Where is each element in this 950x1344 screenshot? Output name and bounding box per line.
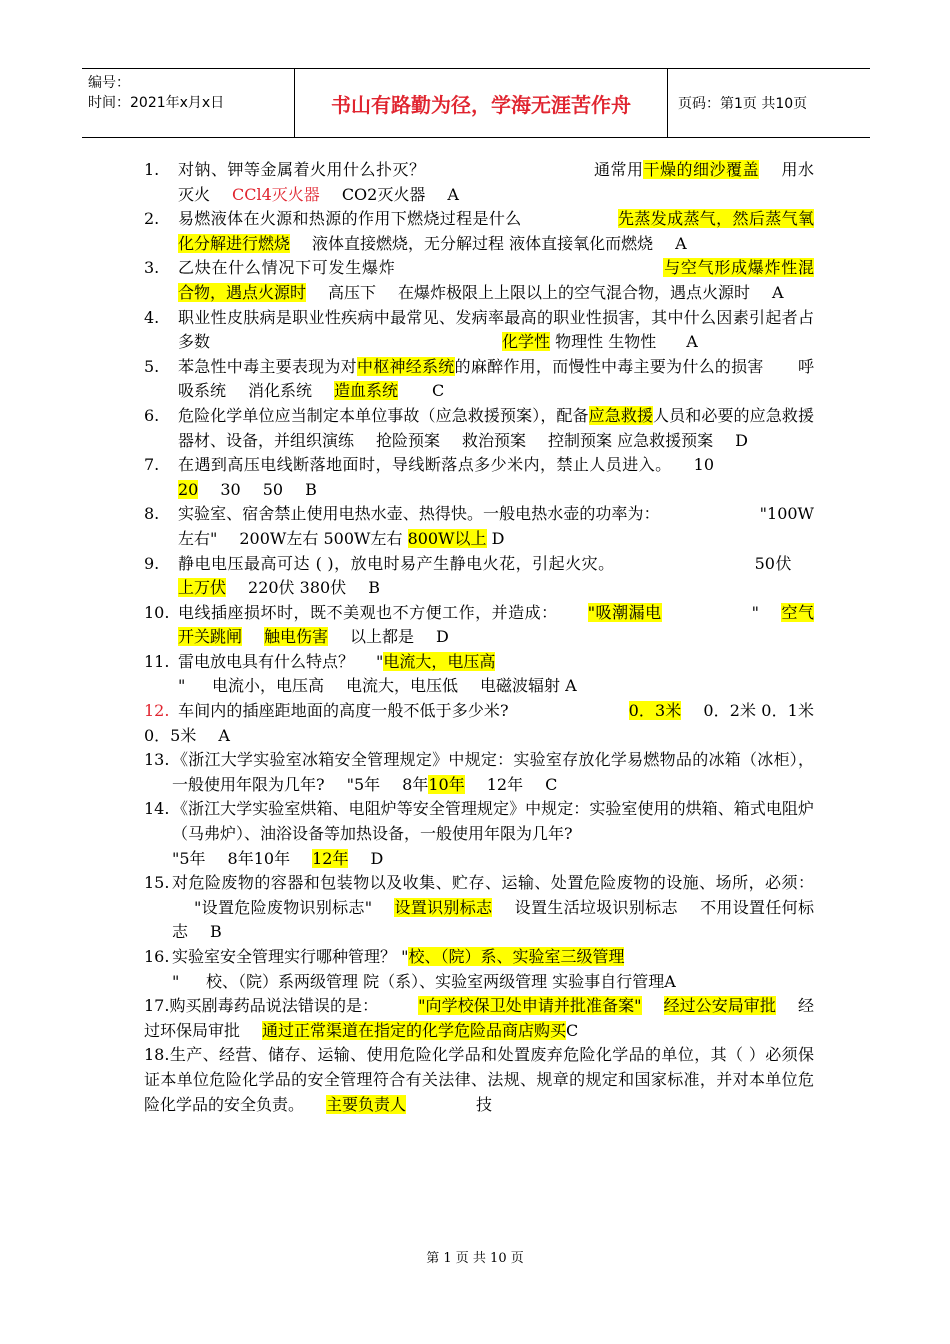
answer-highlight: 校、（院）系、实验室三级管理 (408, 947, 625, 966)
question-11: 11. 雷电放电具有什么特点？ "电流大，电压高 " 电流小，电压高 电流大，电压低 电磁波辐射 A (144, 651, 577, 696)
answer-highlight: 应急救援 (588, 405, 654, 425)
answer-highlight: 10年 (428, 774, 465, 794)
question-16: 16. 实验室安全管理实行哪种管理？ "校、（院）系、实验室三级管理 " 校、（院）系两级管理 院（系）、实验室两级管理 实验事自行管理A (144, 947, 676, 991)
answer-highlight: 设置识别标志 (394, 897, 493, 917)
question-number: 1. (144, 160, 160, 179)
answer-highlight: 800W以上 (407, 528, 487, 548)
answer-highlight: 先蒸发成蒸气，然后蒸气氧化分解进行燃烧 (178, 209, 814, 253)
question-7: 7. 在遇到高压电线断落地面时，导线断落点多少米内，禁止人员进入。 1020 30 50 B (144, 455, 714, 499)
answer-highlight: 与空气形成爆炸性混合物，遇点火源时 (178, 258, 814, 302)
answer-highlight: 干燥的细沙覆盖 (643, 160, 759, 179)
question-10: 10. 电线插座损坏时，既不美观也不方便工作，并造成： "吸潮漏电 " 空气开关跳闸 触电伤害 以上都是 D (144, 602, 814, 647)
question-3: 3. 乙炔在什么情况下可发生爆炸 与空气形成爆炸性混合物，遇点火源时 高压下 在爆炸极限上上限以上的空气混合物，遇点火源时 A (144, 258, 814, 302)
question-18: 18.生产、经营、储存、运输、使用危险化学品和处置废弃危险化学品的单位，其（ ）必须保证本单位危险化学品的安全管理符合有关法律、法规、规章的规定和国家标准，并对本单位危险化学品的安全负责。 主要负责人 技 (144, 1045, 814, 1114)
question-5: 5. 苯急性中毒主要表现为对中枢神经系统的麻醉作用，而慢性中毒主要为什么的损害 呼吸系统 消化系统 造血系统 C (144, 356, 814, 401)
time-label: 时间：2021年x月x日 (88, 95, 225, 111)
page-footer: 第 1 页 共 10 页 (426, 1251, 524, 1266)
question-6: 6. 危险化学单位应当制定本单位事故（应急救援预案），配备应急救援人员和必要的应急救援器材、设备，并组织演练 抢险预案 救治预案 控制预案 应急救援预案 D (144, 405, 814, 450)
answer-highlight: 电流大，电压高 (383, 651, 496, 671)
question-2: 2. 易燃液体在火源和热源的作用下燃烧过程是什么 先蒸发成蒸气，然后蒸气氧化分解进行燃烧 液体直接燃烧，无分解过程 液体直接氧化而燃烧 A (144, 209, 814, 253)
question-list (144, 158, 814, 1117)
answer-highlight: 造血系统 (334, 381, 399, 401)
question-14: 14. 《浙江大学实验室烘箱、电阻炉等安全管理规定》中规定：实验室使用的烘箱、箱式电阻炉（马弗炉）、油浴设备等加热设备，一般使用年限为几年? "5年 8年10年 12年 D (144, 799, 814, 868)
question-12: 12. 车间内的插座距地面的高度一般不低于多少米? 0．3米 0．2米 0．1米 0．5米 A (144, 701, 814, 745)
question-17: 17.购买剧毒药品说法错误的是： "向学校保卫处申请并批准备案" 经过公安局审批 经过环保局审批 通过正常渠道在指定的化学危险品商店购买C (144, 996, 814, 1040)
answer-highlight: 0．3米 (628, 701, 682, 721)
code-label: 编号： (88, 75, 130, 91)
answer-highlight: "吸潮漏电 (587, 602, 662, 622)
header-motto: 书山有路勤为径，学海无涯苦作舟 (295, 69, 668, 137)
answer-highlight: 触电伤害 (264, 627, 329, 647)
question-9: 9. 静电电压最高可达 ( )，放电时易产生静电火花，引起火灾。 50伏上万伏 220伏 380伏 B (144, 553, 792, 598)
question-15: 15. 对危险废物的容器和包装物以及收集、贮存、运输、处置危险废物的设施、场所，必须："设置危险废物识别标志" 设置识别标志 设置生活垃圾识别标志 不用设置任何标志 B (144, 873, 814, 942)
answer-highlight: 20 (178, 479, 199, 499)
answer-highlight: 经过公安局审批 (663, 996, 776, 1016)
header-meta (82, 69, 295, 137)
question-13: 13. 《浙江大学实验室冰箱安全管理规定》中规定：实验室存放化学易燃物品的冰箱（冰柜），一般使用年限为几年? "5年 8年10年 12年 C (144, 750, 814, 794)
answer-highlight: 中枢神经系统 (356, 356, 455, 376)
question-4: 4. 职业性皮肤病是职业性疾病中最常见、发病率最高的职业性损害，其中什么因素引起者占多数 化学性 物理性 生物性 A (144, 307, 814, 352)
red-number: 12. (144, 701, 170, 721)
page-header (82, 68, 870, 138)
answer-highlight: 12年 (312, 848, 349, 868)
answer-highlight: 化学性 (502, 332, 551, 352)
answer-highlight: 主要负责人 (326, 1094, 407, 1114)
answer-highlight: 空气开关跳闸 (178, 602, 814, 647)
answer-highlight: 通过正常渠道在指定的化学危险品商店购买 (262, 1020, 567, 1040)
question-1: 1. 对钠、钾等金属着火用什么扑灭？ 通常用干燥的细沙覆盖 用水灭火 CCl4灭火器 CO2灭火器 A (144, 160, 814, 204)
answer-highlight: "向学校保卫处申请并批准备案" (418, 996, 642, 1016)
question-8: 8. 实验室、宿舍禁止使用电热水壶、热得快。一般电热水壶的功率为： "100W左右" 200W左右 500W左右 800W以上 D (144, 504, 814, 548)
red-option: CCl4灭火器 (232, 184, 320, 204)
answer-highlight: 上万伏 (178, 578, 227, 598)
header-page-info: 页码：第1页 共10页 (678, 96, 808, 112)
